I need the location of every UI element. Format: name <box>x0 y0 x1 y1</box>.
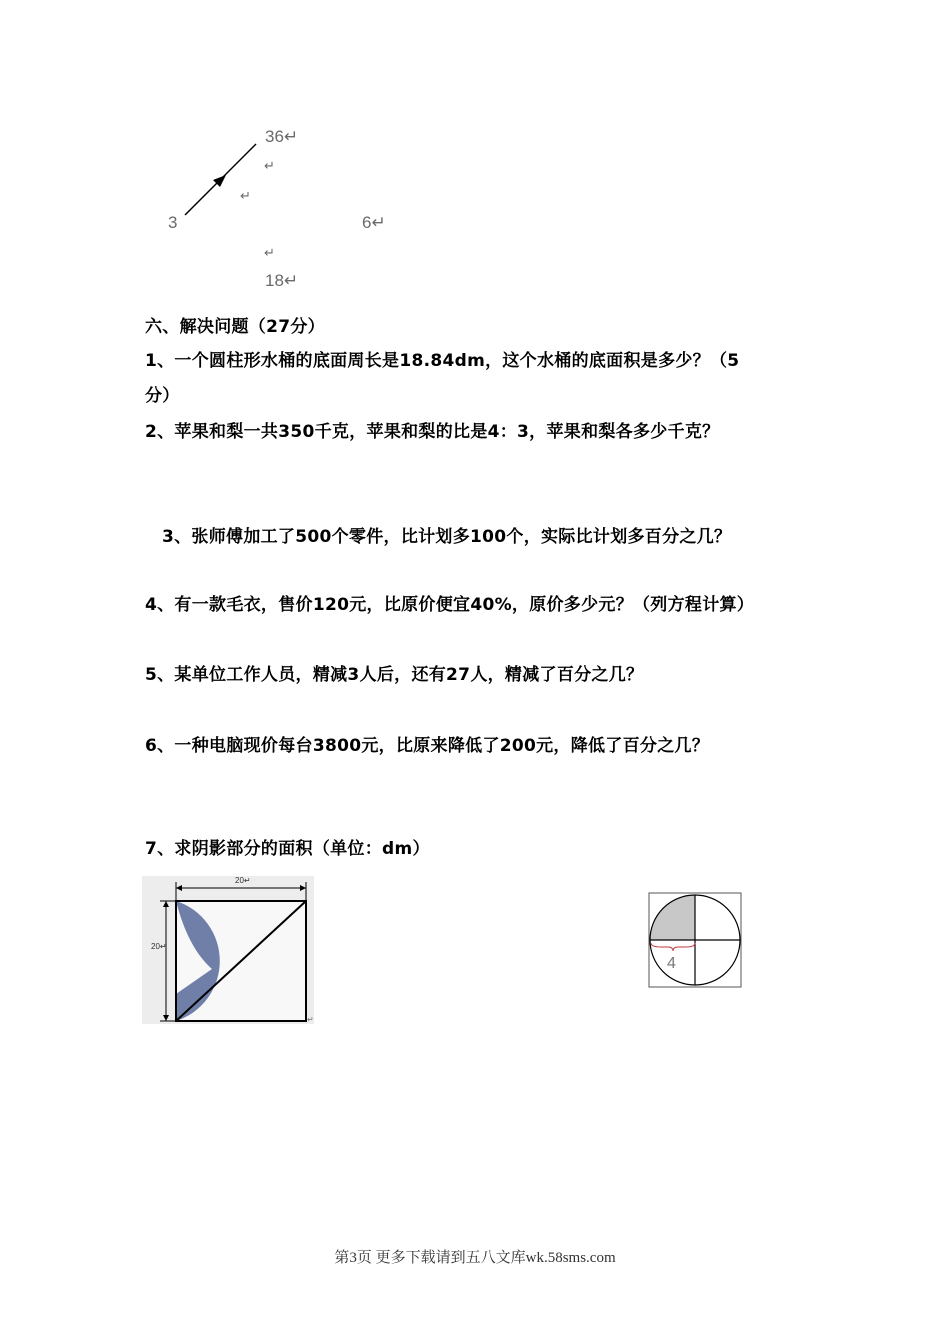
page-footer: 第3页 更多下载请到五八文库wk.58sms.com <box>334 1250 616 1266</box>
question-6: 6、一种电脑现价每台3800元，比原来降低了200元，降低了百分之几？ <box>145 736 710 756</box>
question-5: 5、某单位工作人员，精减3人后，还有27人，精减了百分之几？ <box>145 665 644 685</box>
arrow-label-right: 6↵ <box>362 213 386 232</box>
arrow-label-bottom: 18↵ <box>265 271 299 290</box>
question-1-continued: 分） <box>145 386 180 406</box>
arrow-mark-1: ↵ <box>264 158 275 173</box>
arrow-mark-3: ↵ <box>264 245 275 260</box>
width-label: 20↵ <box>235 876 251 885</box>
question-2: 2、苹果和梨一共350千克，苹果和梨的比是4：3，苹果和梨各多少千克？ <box>145 422 720 442</box>
arrow-label-left: 3 <box>168 213 178 232</box>
question-1: 1、一个圆柱形水桶的底面周长是18.84dm，这个水桶的底面积是多少？（5 <box>145 351 740 371</box>
section-title: 六、解决问题（27分） <box>145 317 325 337</box>
arrow-label-top: 36↵ <box>265 127 299 146</box>
circle-in-square-figure <box>646 890 746 990</box>
arrow-mark-2: ↵ <box>240 188 251 203</box>
corner-mark: ↵ <box>307 1015 314 1024</box>
radius-label: 4 <box>667 955 676 972</box>
question-3: 3、张师傅加工了500个零件，比计划多100个，实际比计划多百分之几？ <box>162 527 732 547</box>
question-4: 4、有一款毛衣，售价120元，比原价便宜40%，原价多少元？（列方程计算） <box>145 595 755 615</box>
height-label: 20↵ <box>151 942 167 951</box>
square-shaded-figure <box>142 876 322 1026</box>
question-7: 7、求阴影部分的面积（单位：dm） <box>145 839 430 859</box>
